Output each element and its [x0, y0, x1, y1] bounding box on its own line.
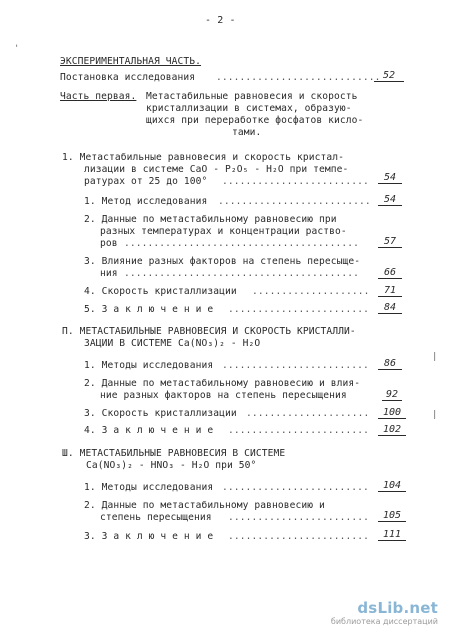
margin-mark: |	[432, 410, 438, 420]
section-2-item: 1. Методы исследования	[84, 360, 214, 371]
section-1-item: 2. Данные по метастабильному равновесию при	[84, 214, 337, 225]
leader-dots: .....................	[246, 408, 370, 419]
section-1-line: лизации в системе CaO - P₂O₅ - H₂O при темпе-	[84, 164, 349, 175]
leader-dots: .........................	[222, 360, 369, 371]
section-2-item: 2. Данные по метастабильному равновесию и влия-	[84, 378, 361, 389]
section-3-item: 3. З а к л ю ч е н и е	[84, 531, 214, 542]
section-1-line: ратурах от 25 до 100°	[84, 176, 208, 187]
part-one-line: Метастабильные равновесия и скорость	[146, 91, 358, 102]
section-1-item-page: 54	[378, 194, 402, 206]
part-one-line: кристаллизации в системах, образую-	[146, 103, 352, 114]
section-1-page: 54	[378, 172, 402, 184]
section-3-item-page: 111	[378, 529, 406, 541]
part-one-label: Часть первая.	[60, 91, 137, 102]
toc-intro-page: 52	[374, 70, 404, 82]
section-3-item: 2. Данные по метастабильному равновесию и	[84, 500, 325, 511]
section-3-item-page: 104	[378, 480, 406, 492]
leader-dots: ........................	[228, 425, 370, 436]
section-2-line: ЗАЦИИ В СИСТЕМЕ Ca(NO₃)₂ - H₂O	[84, 338, 261, 349]
leader-dots: ............................	[216, 72, 381, 83]
margin-mark: |	[432, 352, 438, 362]
section-2-line: П. МЕТАСТАБИЛЬНЫЕ РАВНОВЕСИЯ И СКОРОСТЬ КРИСТАЛЛИ-	[62, 326, 356, 337]
section-2-item-page: 100	[378, 407, 406, 419]
section-1-item: 5. З а к л ю ч е н и е	[84, 304, 214, 315]
leader-dots: ........................	[228, 531, 370, 542]
section-1-item: ния	[100, 268, 118, 279]
leader-dots: ..........................	[218, 196, 371, 207]
section-2-item: ние разных факторов на степень пересыщения	[100, 390, 347, 401]
section-3-item: степень пересыщения	[100, 512, 212, 523]
section-3-line: Ш. МЕТАСТАБИЛЬНЫЕ РАВНОВЕСИЯ В СИСТЕМЕ	[62, 448, 286, 459]
part-one-line: щихся при переработке фосфатов кисло-	[146, 115, 364, 126]
leader-dots: ........................................	[124, 238, 360, 249]
leader-dots: ....................	[252, 286, 370, 297]
page-number: - 2 -	[205, 15, 236, 26]
section-2-item-page: 102	[378, 424, 406, 436]
section-3-item-page: 105	[378, 510, 406, 522]
toc-intro-title: Постановка исследования	[60, 72, 196, 83]
section-2-item-page: 92	[382, 389, 402, 401]
section-1-item-page: 66	[378, 267, 402, 279]
section-1-item-page: 84	[378, 302, 402, 314]
section-1-item: 4. Скорость кристаллизации	[84, 286, 237, 297]
section-2-item: 3. Скорость кристаллизации	[84, 408, 237, 419]
watermark	[330, 599, 438, 627]
section-1-item: разных температурах и концентрации раство-	[100, 226, 347, 237]
watermark-logo: dsLib.net	[357, 599, 438, 617]
leader-dots: .........................	[222, 176, 369, 187]
leader-dots: ........................	[228, 512, 370, 523]
section-1-item: ров	[100, 238, 118, 249]
part-one-line: тами.	[232, 127, 262, 138]
section-1-item: 1. Метод исследования	[84, 196, 208, 207]
section-1-line: 1. Метастабильные равновесия и скорость кристал-	[62, 152, 345, 163]
toc-heading: ЭКСПЕРИМЕНТАЛЬНАЯ ЧАСТЬ.	[60, 56, 202, 67]
leader-dots: .........................	[222, 482, 369, 493]
section-2-item: 4. З а к л ю ч е н и е	[84, 425, 214, 436]
section-3-line: Ca(NO₃)₂ - HNO₃ - H₂O при 50°	[86, 460, 257, 471]
watermark-caption: библиотека диссертаций	[330, 617, 438, 626]
section-1-item: 3. Влияние разных факторов на степень пересыще-	[84, 256, 361, 267]
section-3-item: 1. Методы исследования	[84, 482, 214, 493]
leader-dots: ........................	[228, 304, 370, 315]
margin-mark: '	[14, 44, 20, 54]
section-1-item-page: 57	[378, 236, 402, 248]
section-2-item-page: 86	[378, 358, 402, 370]
leader-dots: ........................................	[124, 268, 360, 279]
section-1-item-page: 71	[378, 285, 402, 297]
